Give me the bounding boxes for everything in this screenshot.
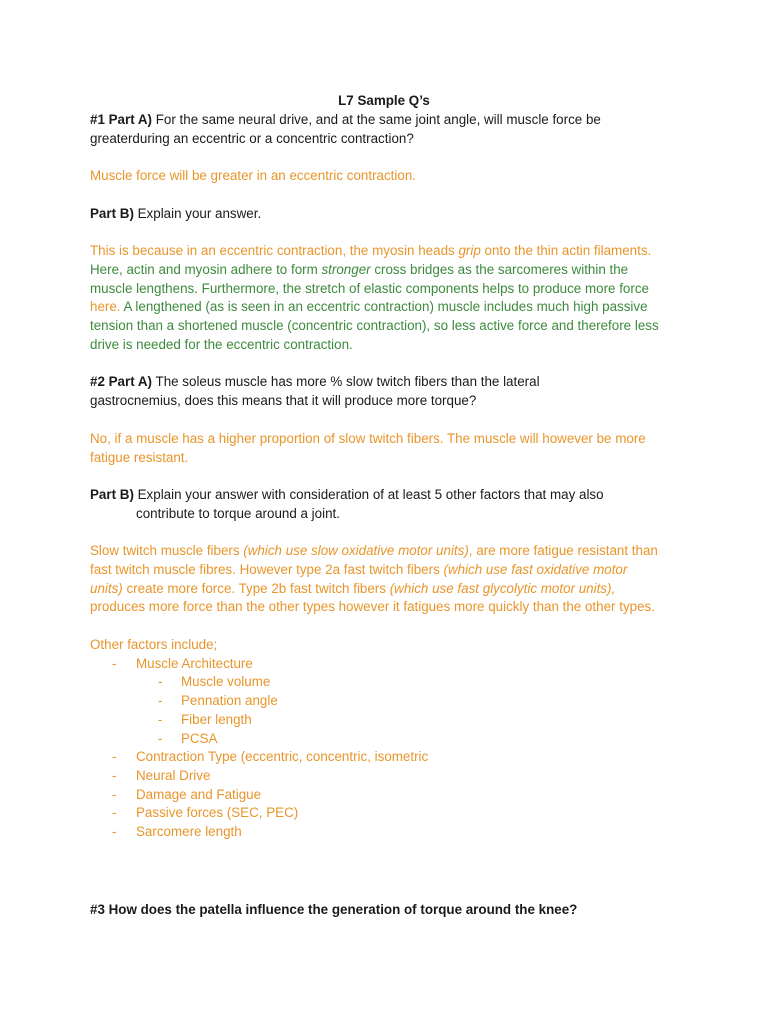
list-item: Passive forces (SEC, PEC) (136, 805, 299, 820)
q2-part-a-answer-line2: fatigue resistant. (90, 450, 189, 465)
q1-part-b-answer-line2: Here, actin and myosin adhere to form stronger cross bridges as the sarcomeres within the (90, 262, 629, 277)
q1-part-b-answer-line3: muscle lengthens. Furthermore, the stretch of elastic components helps to produce more force (90, 281, 649, 296)
q2-part-b-answer-line1: Slow twitch muscle fibers (which use slow oxidative motor units), are more fatigue resistant than (90, 543, 658, 558)
list-dash: - (112, 805, 117, 820)
q2-part-a-question (90, 373, 540, 391)
list-dash: - (112, 768, 117, 783)
list-dash: - (112, 824, 117, 839)
list-dash: - (158, 693, 163, 708)
q2-part-b-text-line1: Explain your answer with consideration of at least 5 other factors that may also (133, 487, 604, 502)
list-dash: - (112, 749, 117, 764)
q1-part-a-question (90, 111, 601, 129)
q1-part-a-text-line1: For the same neural drive, and at the same joint angle, will muscle force be (152, 112, 601, 127)
list-item: Neural Drive (136, 768, 211, 783)
list-item: Muscle Architecture (136, 656, 253, 671)
q2-part-a-answer-line1: No, if a muscle has a higher proportion of slow twitch fibers. The muscle will however be more (90, 431, 646, 446)
q2-part-b-answer-line3: units) create more force. Type 2b fast twitch fibers (which use fast glycolytic motor units), (90, 581, 616, 596)
q1-part-b-answer-line4: here. A lengthened (as is seen in an eccentric contraction) muscle includes much high passive (90, 299, 648, 314)
q1-part-b-answer-line5: tension than a shortened muscle (concentric contraction), so less active force and therefore less (90, 318, 659, 333)
q2-part-b-question (90, 486, 604, 504)
list-item: Contraction Type (eccentric, concentric, isometric (136, 749, 429, 764)
list-dash: - (112, 787, 117, 802)
list-item: Fiber length (181, 712, 252, 727)
q2-part-a-text-line1: The soleus muscle has more % slow twitch fibers than the lateral (152, 374, 540, 389)
list-item: Muscle volume (181, 674, 271, 689)
q1-part-a-answer: Muscle force will be greater in an eccentric contraction. (90, 168, 416, 183)
list-item: PCSA (181, 731, 218, 746)
q1-part-b-label: Part B) (90, 206, 134, 221)
list-item: Sarcomere length (136, 824, 242, 839)
q2-part-a-label: #2 Part A) (90, 374, 153, 389)
list-dash: - (158, 731, 163, 746)
q1-part-b-question (90, 205, 261, 223)
list-item: Pennation angle (181, 693, 278, 708)
q1-part-b-answer-line1: This is because in an eccentric contraction, the myosin heads grip onto the thin actin filaments. (90, 243, 652, 258)
list-dash: - (158, 712, 163, 727)
q1-part-a-text-line2: greaterduring an eccentric or a concentric contraction? (90, 131, 414, 146)
q1-part-b-text: Explain your answer. (133, 206, 262, 221)
factors-intro: Other factors include; (90, 637, 218, 652)
q1-part-b-answer-line6: drive is needed for the eccentric contraction. (90, 337, 353, 352)
q2-part-b-text-line2: contribute to torque around a joint. (136, 506, 340, 521)
q2-part-b-answer-line4: produces more force than the other types however it fatigues more quickly than the other types. (90, 599, 655, 614)
q2-part-b-label: Part B) (90, 487, 134, 502)
page-title: L7 Sample Q’s (338, 93, 430, 108)
q2-part-a-text-line2: gastrocnemius, does this means that it will produce more torque? (90, 393, 477, 408)
q1-part-a-label: #1 Part A) (90, 112, 153, 127)
list-dash: - (158, 674, 163, 689)
q2-part-b-answer-line2: fast twitch muscle fibres. However type 2a fast twitch fibers (which use fast oxidative motor (90, 562, 628, 577)
list-dash: - (112, 656, 117, 671)
list-item: Damage and Fatigue (136, 787, 262, 802)
q3-question: #3 How does the patella influence the generation of torque around the knee? (90, 902, 578, 917)
